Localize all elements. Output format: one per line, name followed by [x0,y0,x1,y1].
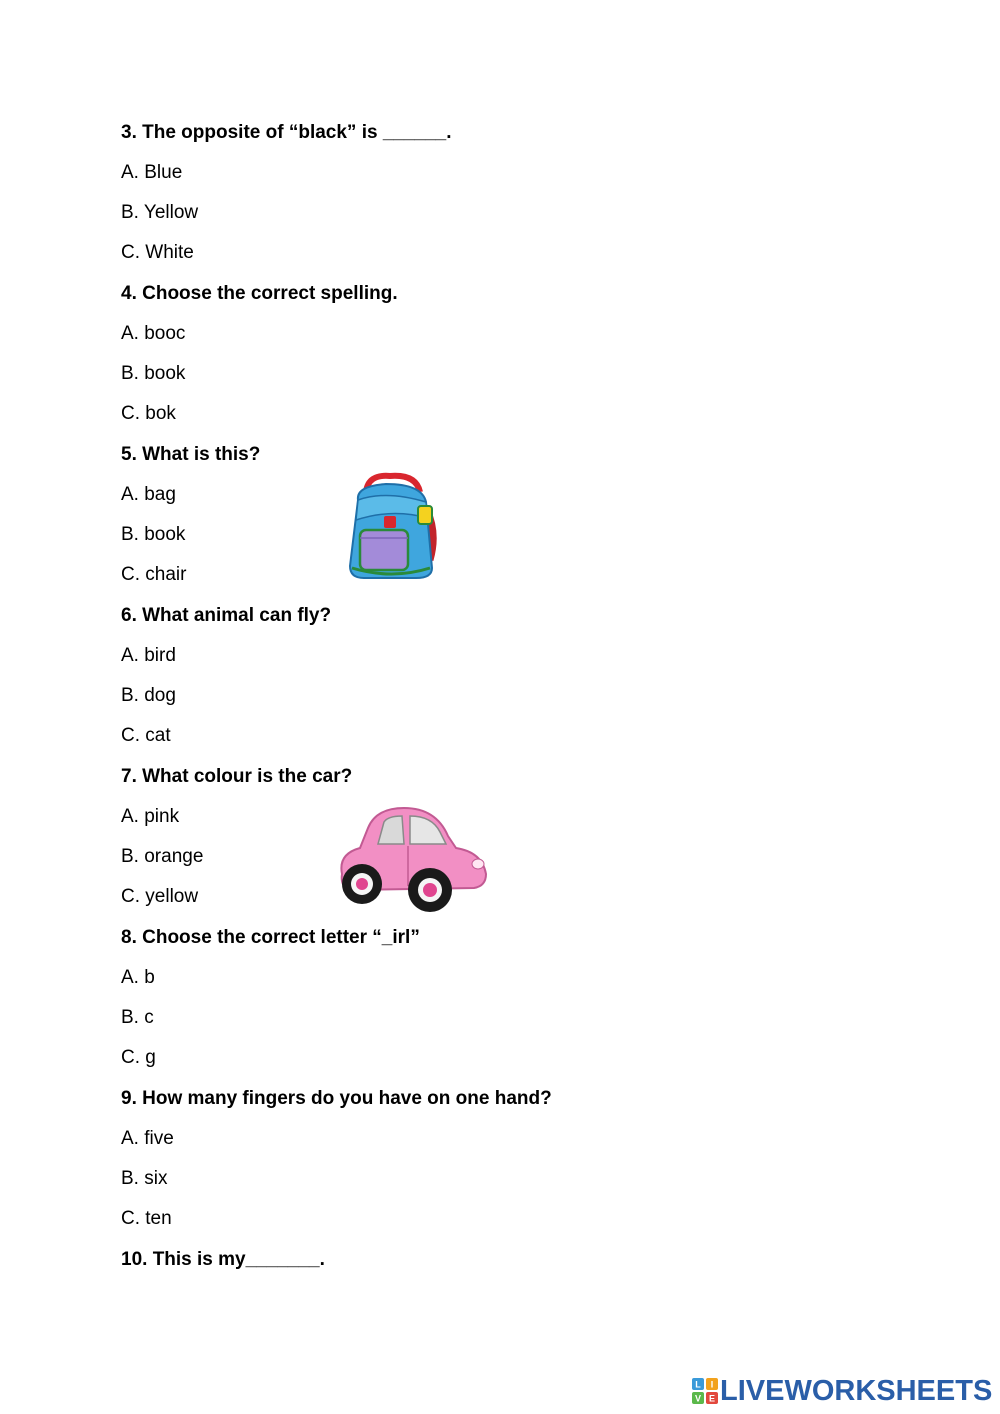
q3-option-c[interactable]: C. White [121,242,194,263]
svg-text:E: E [708,1393,716,1404]
question-9: 9. How many fingers do you have on one hand? [121,1088,552,1109]
svg-text:V: V [694,1393,702,1404]
q8-option-b[interactable]: B. c [121,1007,154,1028]
liveworksheets-logo [692,1374,992,1408]
q9-option-b[interactable]: B. six [121,1168,168,1189]
question-7: 7. What colour is the car? [121,766,353,787]
q9-option-a[interactable]: A. five [121,1128,174,1149]
q6-option-a[interactable]: A. bird [121,645,176,666]
question-6: 6. What animal can fly? [121,605,332,626]
question-10: 10. This is my_______. [121,1249,325,1270]
q5-option-a[interactable]: A. bag [121,484,176,505]
svg-text:L: L [695,1379,701,1390]
q6-option-b[interactable]: B. dog [121,685,176,706]
backpack-image [346,472,438,582]
q3-option-b[interactable]: B. Yellow [121,202,199,223]
question-3: 3. The opposite of “black” is ______. [121,122,452,143]
pink-car-image [332,802,490,916]
q5-option-c[interactable]: C. chair [121,564,187,585]
q4-option-b[interactable]: B. book [121,363,186,384]
q9-option-c[interactable]: C. ten [121,1208,172,1229]
question-4: 4. Choose the correct spelling. [121,283,398,304]
q7-option-a[interactable]: A. pink [121,806,180,827]
live-blocks-icon [692,1378,718,1404]
q3-option-a[interactable]: A. Blue [121,162,183,183]
q8-option-a[interactable]: A. b [121,967,155,988]
svg-text:I: I [710,1379,714,1390]
q7-option-c[interactable]: C. yellow [121,886,199,907]
question-5: 5. What is this? [121,444,261,465]
q8-option-c[interactable]: C. g [121,1047,156,1068]
q5-option-b[interactable]: B. book [121,524,186,545]
brand-name: LIVEWORKSHEETS [720,1374,993,1407]
q4-option-c[interactable]: C. bok [121,403,176,424]
q7-option-b[interactable]: B. orange [121,846,204,867]
q4-option-a[interactable]: A. booc [121,323,186,344]
q6-option-c[interactable]: C. cat [121,725,171,746]
question-8: 8. Choose the correct letter “_irl” [121,927,420,948]
